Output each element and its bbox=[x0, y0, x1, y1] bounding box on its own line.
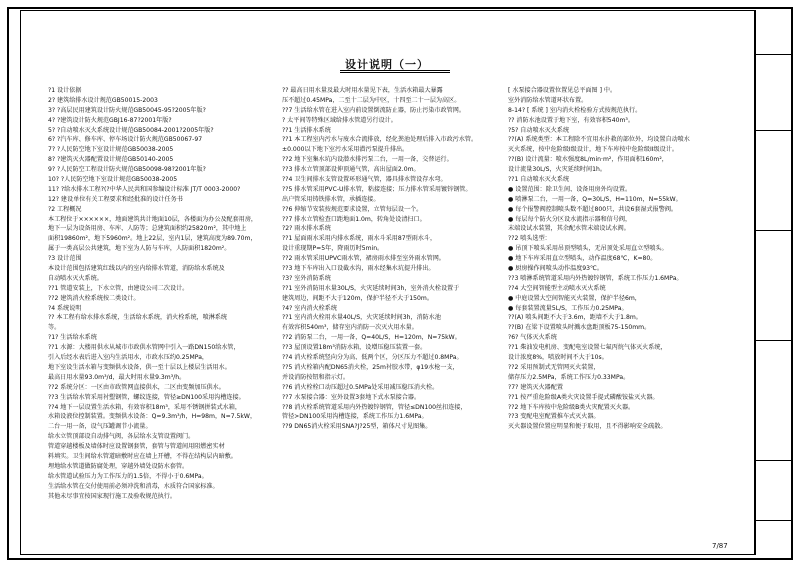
text-line: ??(A) 系统类型：本工程除不宜用水扑救的部位外，均设置自动喷水 bbox=[508, 136, 690, 144]
text-line: 2? 建筑给排水设计规范GB50015-2003 bbox=[48, 96, 158, 104]
text-column-middle bbox=[282, 86, 504, 482]
text-line: 9? ?人民防空工程设计防火规范GB50098-98?2001年版? bbox=[48, 166, 206, 174]
title-block-divider bbox=[756, 460, 792, 461]
text-line: 地下室设生活水箱与变频供水设备，供一至十层以上楼层生活用水。 bbox=[48, 363, 231, 371]
text-line: ?? 最高日用水量及最大时用水量见下表，生活水箱最大暴露 bbox=[282, 87, 443, 94]
text-line: 并设消防按钮和指示灯。 bbox=[282, 373, 350, 381]
text-line bbox=[282, 452, 504, 462]
text-line: 室外消防给水管道环状布置。 bbox=[508, 96, 588, 104]
text-line: 5? ?自动喷水灭火系统设计规范GB50084-2001?2005年版? bbox=[48, 126, 214, 134]
text-line: ??1 自动喷水灭火系统 bbox=[508, 176, 570, 184]
text-line: 设计浓度8%，喷放时间不大于10s。 bbox=[508, 354, 608, 362]
text-line bbox=[508, 442, 748, 452]
text-line: ??2 采用预制式无管网灭火装置， bbox=[508, 363, 600, 371]
text-line: 末端设试水装置，其余配水管末端设试水阀。 bbox=[508, 225, 630, 233]
text-line: [ 水泵接合器设置位置见总平面图 ] 中。 bbox=[508, 87, 617, 94]
text-line: ● 吊顶下喷头采用吊顶型喷头，无吊顶处采用直立型喷头。 bbox=[508, 245, 668, 253]
title-underline bbox=[340, 70, 450, 71]
text-line: ??5 排水管采用PVC-U排水管，粘接连接；压力排水管采用镀锌钢管。 bbox=[282, 185, 472, 193]
text-line: 3? ?高层民用建筑设计防火规范GB50045-95?2005年版? bbox=[48, 106, 206, 114]
text-line: ● 每层每个防火分区设水流指示器和信号阀， bbox=[508, 215, 632, 223]
text-line: 本工程位于××××××，地面建筑共计地面10层，各楼面为办公及配套用房， bbox=[48, 215, 258, 223]
text-line: 出户管采用铸铁排水管，承插连接。 bbox=[282, 195, 380, 203]
text-line: ??4 消火栓系统竖向分为高、低两个区，分区压力不超过0.8MPa。 bbox=[282, 354, 463, 362]
text-line: ??6 消火栓栓口动压超过0.5MPa处采用减压稳压消火栓。 bbox=[282, 383, 439, 391]
text-line: 10? ?人民防空地下室设计规范GB50038-2005 bbox=[48, 176, 178, 184]
text-line: 建筑周边，间距不大于120m，保护半径不大于150m。 bbox=[282, 294, 433, 302]
title-block-divider bbox=[756, 520, 792, 521]
text-line: ??2 地下车库按中危险级B类火灾配置灭火器。 bbox=[508, 403, 635, 411]
text-line bbox=[508, 432, 748, 442]
text-line: ??3 屋顶设置18m³消防水箱，设增压稳压装置一套。 bbox=[282, 344, 427, 352]
text-line: ?2? 雨水排水系统 bbox=[282, 225, 331, 233]
text-line: ● 每套装置流量5L/S，工作压力0.25MPa。 bbox=[508, 304, 628, 312]
text-line: ??(B) 在梁下设置喷头时溅水盘距顶板75-150mm。 bbox=[508, 324, 651, 332]
text-line bbox=[48, 511, 276, 521]
text-column-right bbox=[508, 86, 748, 482]
text-line: 引入后经水表后进入室内生活用水，市政水压约0.25MPa， bbox=[48, 354, 209, 362]
text-line: 料填实。卫生间给水管道暗敷时应在墙上开槽，不得在结构层内暗敷。 bbox=[48, 452, 237, 460]
text-line: ??1 室外消防用水量30L/S，火灾延续时间3h，室外消火栓设置于 bbox=[282, 284, 460, 292]
text-line: ??(B) 设计流量：喷水强度8L/min·m²，作用面积160m²， bbox=[508, 156, 668, 164]
title-underline bbox=[340, 72, 450, 73]
text-line: 本设计范围包括建筑红线以内的室内给排水管道，消防给水系统及 bbox=[48, 265, 225, 273]
text-line: ??2 地下室集水坑内设潜水排污泵二台，一用一备，交替运行。 bbox=[282, 156, 453, 164]
text-line: 有效容积540m³，储存室内消防一次灭火用水量。 bbox=[282, 324, 418, 332]
text-line: 埋地给水管道做防腐处理，穿越外墙处设防水套管。 bbox=[48, 462, 189, 470]
text-line: ● 每个报警阀控制喷头数不超过800只，共设6套湿式报警阀。 bbox=[508, 205, 678, 213]
text-line: ??3 生活给水管采用衬塑钢管，螺纹连接，管径≥DN100采用沟槽连接。 bbox=[48, 393, 245, 401]
text-line bbox=[48, 521, 276, 531]
text-line: ?4? 室内消火栓系统 bbox=[282, 304, 337, 312]
text-line: ● 地下车库采用直立型喷头，动作温度68℃，K=80。 bbox=[508, 255, 657, 263]
text-line: ● 设置范围：除卫生间、设备用房外均设置。 bbox=[508, 185, 632, 193]
text-line: ??3 喷淋系统管道采用内外热镀锌钢管，系统工作压力1.6MPa。 bbox=[508, 274, 683, 282]
text-line: 自动喷水灭火系统。 bbox=[48, 274, 103, 282]
text-line: 4? ?建筑设计防火规范GBJ16-87?2001年版? bbox=[48, 116, 172, 124]
text-column-left bbox=[48, 86, 276, 531]
text-line: ±0.000以下地下室污水采用潜污泵提升排出。 bbox=[282, 146, 409, 154]
text-line: ??1 室内消火栓用水量40L/S，火灾延续时间3h，消防水池 bbox=[282, 314, 441, 322]
text-line: ?7? 建筑灭火器配置 bbox=[508, 383, 563, 391]
text-line: ? 太平间等特殊区域给排水管道另行设计。 bbox=[282, 116, 397, 124]
text-line: ??4 地下一层设置生活水箱，有效容积18m³，采用不锈钢拼装式水箱， bbox=[48, 403, 241, 411]
text-line: 生活给水管在交付使用前必须冲洗和消毒，水质符合国家标准。 bbox=[48, 482, 219, 490]
text-line: ??5 消火栓箱内配DN65消火栓，25m衬胶水带，φ19水枪一支， bbox=[282, 363, 459, 371]
text-line: ● 喷淋泵二台，一用一备，Q=30L/S，H=110m，N=55kW。 bbox=[508, 195, 682, 203]
text-line: ??1 水源：大楼用供水从城市市政供水管网中引入一路DN150给水管， bbox=[48, 344, 240, 352]
text-line: ?3? 室外消防系统 bbox=[282, 274, 331, 282]
title-block-strip bbox=[755, 10, 791, 555]
text-line: 面积19860m²，地下5960m²。地上22层，室内1层，建筑高度为89.70m， bbox=[48, 235, 257, 243]
text-line bbox=[508, 462, 748, 472]
text-line: 灭火器设置位置应明显和便于取用，且不得影响安全疏散。 bbox=[508, 423, 667, 431]
text-line bbox=[282, 472, 504, 482]
text-line: ??7 生活给水管在进入室内前设置倒流防止器，防止污染市政管网。 bbox=[282, 106, 465, 114]
text-line: 水箱设液位控制装置。变频供水设备：Q=9.3m³/h，H=98m，N=7.5kW， bbox=[48, 413, 257, 421]
text-line: ??3 变配电室配置推车式灭火器。 bbox=[508, 413, 600, 421]
text-line: 给水管道试验压力为工作压力的1.5倍，不得小于0.6MPa。 bbox=[48, 472, 208, 480]
text-line: ?4 系统说明 bbox=[48, 304, 82, 312]
text-line: 地下一层为设备用房、车库、人防等；总建筑面积约25820m²，其中地上 bbox=[48, 225, 247, 233]
text-line bbox=[508, 452, 748, 462]
text-line: ?1? 生活给水系统 bbox=[48, 334, 97, 342]
text-line: 11? ?给水排水工程?(?中华人民共和国参编设计标准 JT/T 0003-2000? bbox=[48, 185, 241, 193]
title-block-divider bbox=[756, 340, 792, 341]
page-number: 7/87 bbox=[712, 542, 728, 550]
text-line: ?6? 气体灭火系统 bbox=[508, 334, 557, 342]
text-line: 灭火系统，按中危险级I级设计，地下车库按中危险级II级设计。 bbox=[508, 146, 678, 154]
text-line: ??1 柴油发电机房、变配电室设置七氟丙烷气体灭火系统， bbox=[508, 344, 667, 352]
text-line: ??1 生活排水系统 bbox=[282, 126, 331, 134]
text-line: ??7 水泵接合器：室外设置3套地下式水泵接合器。 bbox=[282, 393, 421, 401]
text-line: 属于一类高层公共建筑，地下室为人防与车库，人防面积1820m²。 bbox=[48, 245, 231, 253]
text-line: 储存压力2.5MPa，系统工作压力0.33MPa。 bbox=[508, 373, 630, 381]
text-line: ??1 本工程室内污水与废水合流排放，经化粪池处理后排入市政污水管。 bbox=[282, 136, 478, 144]
text-line: 管径>DN100采用沟槽连接，系统工作压力1.6MPa。 bbox=[282, 413, 428, 421]
text-line: ● 厨房操作间喷头动作温度93℃。 bbox=[508, 265, 603, 273]
text-line: ??3 排水立管顶部设伸顶通气管，高出屋面2.0m。 bbox=[282, 166, 420, 174]
text-line bbox=[282, 442, 504, 452]
text-line: ?? 消防水池设置于地下室，有效容积540m³。 bbox=[508, 116, 634, 124]
text-line: ??4 卫生间排水支管设置环形通气管，器具排水管设存水弯。 bbox=[282, 176, 447, 184]
text-line: ??2 系统分区：一区由市政管网直接供水，二区由变频加压供水。 bbox=[48, 383, 225, 391]
text-line: ??1 按严重危险级A类火灾设置手提式磷酸铵盐灭火器。 bbox=[508, 393, 659, 401]
text-line: 8? ?建筑灭火器配置设计规范GB50140-2005 bbox=[48, 156, 174, 164]
title-block-divider bbox=[756, 130, 792, 131]
text-line: ??4 大空间智能型主动喷水灭火系统 bbox=[508, 284, 606, 292]
title-block-divider bbox=[756, 54, 792, 55]
text-line: ??3 地下车库出入口设截水沟，雨水经集水坑提升排出。 bbox=[282, 265, 435, 273]
text-line: ??9 DN65消火栓采用SNA?J?25型，箱体尺寸见图集。 bbox=[282, 423, 432, 431]
text-line: 管道穿越楼板及墙体时应设置钢套管，套管与管道间用阻燃密实材 bbox=[48, 443, 225, 451]
title-block-divider bbox=[756, 230, 792, 231]
text-line: 给水立管顶部设自动排气阀，各层给水支管设置阀门。 bbox=[48, 433, 195, 441]
text-line: ?2 工程概况 bbox=[48, 205, 82, 213]
text-line: ??8 消火栓系统管道采用内外热镀锌钢管，管径≤DN100丝扣连接， bbox=[282, 403, 467, 411]
text-line: 12? 建设单位有关工程要求和经批准的设计任务书 bbox=[48, 195, 183, 203]
text-line: ??1 屋面雨水采用内排水系统，雨水斗采用87型雨水斗， bbox=[282, 235, 437, 243]
text-line: ??2 消防泵二台，一用一备，Q=40L/S，H=120m，N=75kW。 bbox=[282, 334, 461, 342]
text-line: ??6 伸缩节安装按规范要求设置，立管每层设一个。 bbox=[282, 205, 423, 213]
text-line: 等。 bbox=[48, 324, 61, 332]
page-title: 设计说明（一） bbox=[345, 58, 429, 71]
text-line: 8-14? [ 系统 ] 室内消火栓检验方式按规范执行。 bbox=[508, 106, 642, 114]
text-line bbox=[282, 462, 504, 472]
text-line: 设计重现期P=5年，降雨历时5min。 bbox=[282, 245, 384, 253]
text-line: ● 中庭设置大空间智能灭火装置，保护半径6m， bbox=[508, 294, 641, 302]
text-line: 6? ?汽车库、修车库、停车场设计防火规范GB50067-97 bbox=[48, 136, 203, 144]
text-line bbox=[48, 501, 276, 511]
text-line: 最高日用水量93.0m³/d，最大时用水量9.3m³/h。 bbox=[48, 373, 186, 381]
text-line: 二台一用一备，设气压罐调节小流量。 bbox=[48, 423, 152, 431]
text-line: ?5? 自动喷水灭火系统 bbox=[508, 126, 570, 134]
text-line: ??7 排水立管检查口距地面1.0m，转角处设清扫口。 bbox=[282, 215, 426, 223]
text-line: ??2 雨水管采用UPVC雨水管，裙房雨水排至室外雨水管网。 bbox=[282, 255, 445, 263]
text-line: ?1 设计依据 bbox=[48, 87, 82, 94]
text-line bbox=[508, 472, 748, 482]
text-line: 设计流量30L/S，火灾延续时间1h。 bbox=[508, 166, 606, 174]
text-line: ??2 喷头选型： bbox=[508, 235, 551, 243]
text-line: ??(A) 喷头间距不大于3.6m，距墙不大于1.8m。 bbox=[508, 314, 642, 322]
text-line: 7? ?人民防空地下室设计规范GB50038-2005 bbox=[48, 146, 174, 154]
text-line: ??1 管道安装上，下水立管，由建设公司二次设计。 bbox=[48, 284, 189, 292]
text-line: 其他未尽事宜按国家现行施工及验收规范执行。 bbox=[48, 492, 176, 500]
text-line: ??2 建筑消火栓系统按二类设计。 bbox=[48, 294, 140, 302]
text-line: ?3 设计范围 bbox=[48, 255, 82, 263]
text-line bbox=[282, 432, 504, 442]
text-line: 压不超过0.45MPa，二至十二层为中区，十四至二十一层为高区。 bbox=[282, 96, 461, 104]
text-line: ?? 本工程有给水排水系统，生活给水系统，消火栓系统，喷淋系统 bbox=[48, 314, 228, 322]
